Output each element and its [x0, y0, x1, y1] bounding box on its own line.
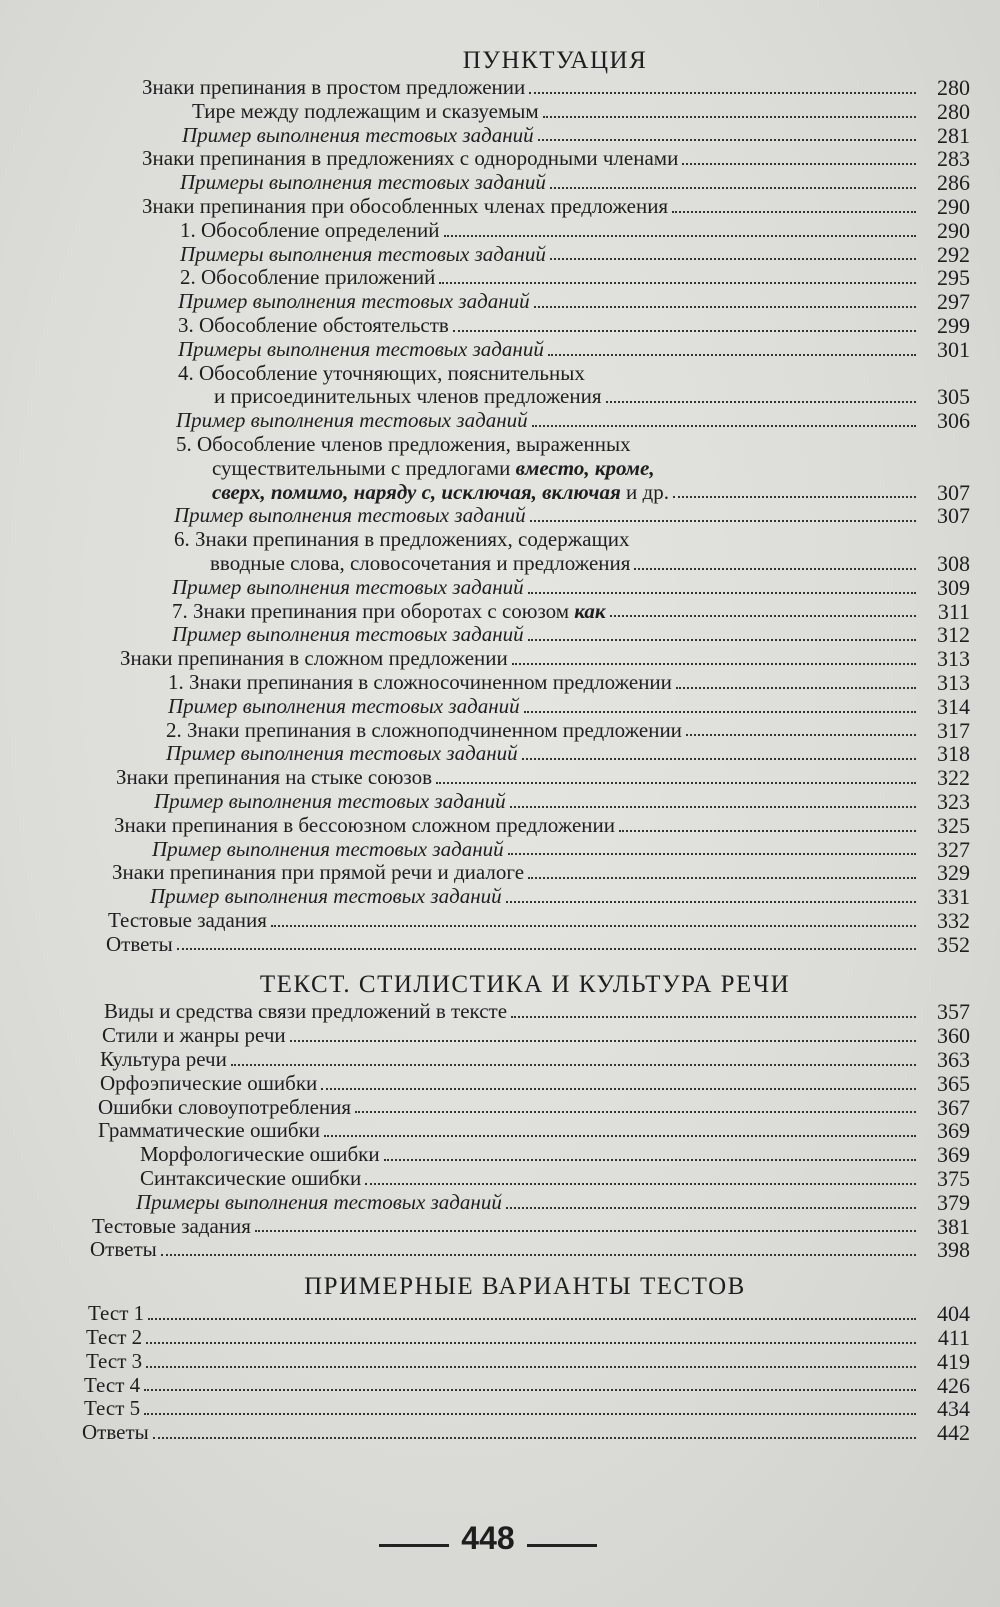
dot-leader [436, 782, 916, 784]
dot-leader [153, 1437, 916, 1439]
toc-entry-text: Тест 4 [84, 1372, 141, 1397]
toc-entry-title [100, 1048, 227, 1072]
dot-leader [255, 1230, 916, 1232]
dot-leader [365, 1183, 916, 1185]
toc-entry-text: Морфологические ошибки [140, 1142, 380, 1167]
toc-entry-title [108, 909, 267, 933]
toc-entry-continuation [176, 457, 669, 481]
toc-entry-text: Знаки препинания при прямой речи и диалоге [112, 860, 525, 885]
toc-entry-text: Ответы [90, 1237, 157, 1262]
toc-entry-text: 7. Знаки препинания при оборотах с союзом [172, 598, 570, 623]
toc-page-number: 398 [937, 1237, 970, 1263]
toc-entry-title [180, 266, 435, 290]
dot-leader [532, 425, 916, 427]
section-title: ПРИМЕРНЫЕ ВАРИАНТЫ ТЕСТОВ [304, 1273, 746, 1301]
toc-entry-title [104, 1000, 507, 1024]
toc-page-number: 318 [937, 741, 970, 767]
toc-entry [80, 933, 970, 957]
toc-entry [80, 647, 970, 671]
toc-entry-text: Ошибки словоупотребления [98, 1094, 352, 1119]
toc-entry-text: 2. Обособление приложений [180, 265, 436, 290]
toc-entry-text: Примеры выполнения тестовых заданий [180, 170, 546, 195]
dot-leader [528, 592, 916, 594]
toc-entry-text: 1. Знаки препинания в сложносочиненном предложении [168, 669, 672, 694]
toc-entry [80, 719, 970, 743]
toc-entry-title [150, 885, 502, 909]
toc-page-number: 331 [937, 884, 970, 910]
dot-leader [528, 877, 916, 879]
toc-entry-title [140, 1167, 361, 1191]
dot-leader [522, 758, 916, 760]
toc-page-number: 301 [937, 336, 970, 362]
toc-entry-text: Стили и жанры речи [102, 1023, 286, 1048]
toc-entry [80, 409, 970, 433]
toc-entry-title [142, 195, 668, 219]
dot-leader [524, 711, 916, 713]
toc-page-number: 442 [937, 1420, 970, 1446]
toc-entry-title [100, 1072, 317, 1096]
toc-entry-text: Пример выполнения тестовых заданий [172, 574, 524, 599]
toc-entry [80, 1048, 970, 1072]
toc-page-number: 295 [937, 265, 970, 291]
toc-entry-title [168, 671, 672, 695]
dot-leader [543, 116, 916, 118]
toc-entry-text: 4. Обособление уточняющих, пояснительных [178, 360, 585, 385]
toc-page-number: 280 [937, 98, 970, 124]
toc-page-number: 322 [937, 765, 970, 791]
toc-page-number: 283 [937, 146, 970, 172]
toc-entry-title [166, 742, 518, 766]
toc-page-number: 292 [937, 241, 970, 267]
toc-entry [80, 814, 970, 838]
toc-page-number: 375 [937, 1166, 970, 1192]
toc-entry-text: Виды и средства связи предложений в тексте [104, 999, 508, 1024]
toc-entry-title [172, 600, 606, 624]
toc-entry-text: Тест 3 [86, 1348, 143, 1373]
toc-page-number: 313 [937, 669, 970, 695]
toc-entry-text: Знаки препинания при обособленных членах предложения [142, 193, 669, 218]
toc-entry-text: Знаки препинания в предложениях с однородными членами [142, 146, 679, 171]
toc-entry-title [180, 219, 440, 243]
toc-entry [80, 623, 970, 647]
toc-entry [80, 600, 970, 624]
toc-entry-text: Пример выполнения тестовых заданий [166, 741, 518, 766]
toc-entry-continuation [178, 385, 602, 409]
toc-entry-title [98, 1096, 351, 1120]
toc-entry-title [106, 933, 173, 957]
toc-entry [80, 838, 970, 862]
toc-page-number: 369 [937, 1118, 970, 1144]
footer-rule-left [379, 1544, 449, 1547]
toc-entry-title [90, 1238, 157, 1262]
toc-entry [80, 243, 970, 267]
dot-leader [511, 1016, 916, 1018]
toc-page-number: 426 [937, 1372, 970, 1398]
toc-entry [80, 1326, 970, 1350]
toc-entry-title [112, 861, 524, 885]
dot-leader [290, 1040, 916, 1042]
toc-page-number: 357 [937, 999, 970, 1025]
toc-page-number: 281 [937, 122, 970, 148]
dot-leader [672, 211, 916, 213]
toc-entry [80, 100, 970, 124]
toc-page-number: 297 [937, 289, 970, 315]
dot-leader [161, 1254, 916, 1256]
dot-leader [530, 520, 916, 522]
toc-entry-continuation-text: вводные слова, словосочетания и предложения [210, 550, 631, 575]
toc-entry-text: Пример выполнения тестовых заданий [174, 503, 526, 528]
toc-page-number: 286 [937, 170, 970, 196]
toc-entry-text: Пример выполнения тестовых заданий [154, 788, 506, 813]
toc-page-number: 363 [937, 1047, 970, 1073]
dot-leader [177, 948, 916, 950]
toc-page-number: 308 [937, 550, 970, 576]
dot-leader [146, 1366, 916, 1368]
toc-page-number: 314 [937, 693, 970, 719]
toc-entry [80, 314, 970, 338]
toc-entry [80, 362, 970, 410]
toc-entry-title [98, 1119, 320, 1143]
toc-page-number: 327 [937, 836, 970, 862]
toc-page-number: 290 [937, 217, 970, 243]
dot-leader [606, 401, 916, 403]
toc-page-number: 309 [937, 574, 970, 600]
toc-entry [80, 861, 970, 885]
toc-entry [80, 147, 970, 171]
dot-leader [534, 306, 916, 308]
toc-entry-text: Примеры выполнения тестовых заданий [136, 1189, 502, 1214]
toc-entry-text: Знаки препинания в сложном предложении [120, 646, 508, 671]
toc-entry-text: 1. Обособление определений [180, 217, 440, 242]
toc-page-number: 365 [937, 1070, 970, 1096]
toc-entry [80, 1238, 970, 1262]
toc-page-number: 307 [937, 503, 970, 529]
toc-page-number: 313 [937, 646, 970, 672]
dot-leader [686, 734, 916, 736]
toc-entry-title [88, 1302, 144, 1326]
toc-entry-title [142, 76, 525, 100]
dot-leader [439, 282, 916, 284]
toc-entry-text: Тестовые задания [92, 1213, 251, 1238]
toc-page-number: 317 [937, 717, 970, 743]
toc-entry-title [178, 314, 449, 338]
toc-page-number: 311 [937, 598, 970, 624]
toc-entry-continuation [176, 481, 669, 505]
toc-entry [80, 790, 970, 814]
toc-entry-title [166, 719, 682, 743]
dot-leader [148, 1318, 916, 1320]
toc-entry-title [178, 362, 602, 410]
toc-entry-text: Пример выполнения тестовых заданий [172, 622, 524, 647]
toc-entry-title [84, 1374, 140, 1398]
toc-entry-title [136, 1191, 502, 1215]
toc-entry-title [116, 766, 432, 790]
toc-entry-title [82, 1421, 149, 1445]
toc-entry [80, 1143, 970, 1167]
toc-entry [80, 290, 970, 314]
toc-entry-continuation [174, 552, 630, 576]
dot-leader [231, 1064, 916, 1066]
toc-entry-title [172, 623, 524, 647]
toc-page-number: 352 [937, 931, 970, 957]
toc-page-number: 307 [937, 479, 970, 505]
dot-leader [512, 663, 916, 665]
toc-entry-title [176, 409, 528, 433]
dot-leader [676, 687, 916, 689]
toc-entry-emphasis: вместо, кроме, [515, 455, 655, 480]
toc-entry-title [92, 1215, 251, 1239]
toc-entry [80, 1167, 970, 1191]
toc-entry-text: Тест 5 [84, 1396, 141, 1421]
toc-entry-text: Ответы [106, 931, 173, 956]
toc-entry-emphasis: как [574, 598, 606, 623]
toc-entry [80, 671, 970, 695]
toc-entry [80, 1350, 970, 1374]
dot-leader [510, 806, 916, 808]
dot-leader [610, 615, 916, 617]
toc-entry [80, 433, 970, 504]
toc-entry-title [180, 171, 546, 195]
toc-entry-text: Примеры выполнения тестовых заданий [178, 336, 544, 361]
dot-leader [146, 1342, 916, 1344]
dot-leader [506, 1207, 916, 1209]
toc-entry-title [142, 147, 678, 171]
toc-entry [80, 528, 970, 576]
dot-leader [682, 163, 916, 165]
toc-entry [80, 1421, 970, 1445]
dot-leader [508, 853, 916, 855]
toc-entry [80, 766, 970, 790]
dot-leader [550, 187, 916, 189]
dot-leader [634, 568, 916, 570]
toc-entry-text: Пример выполнения тестовых заданий [182, 122, 534, 147]
toc-entry-title [182, 124, 534, 148]
toc-entry-tail: и др. [626, 479, 669, 504]
dot-leader [324, 1135, 916, 1137]
toc-entry [80, 1215, 970, 1239]
toc-entry-text: Тире между подлежащим и сказуемым [192, 98, 539, 123]
toc-entry-title [176, 433, 669, 504]
toc-entry-text: Тест 2 [86, 1325, 143, 1350]
toc-page-number: 306 [937, 408, 970, 434]
toc-entry [80, 909, 970, 933]
dot-leader [453, 330, 916, 332]
toc-entry-title [102, 1024, 286, 1048]
toc-entry [80, 219, 970, 243]
page-number: 448 [461, 1520, 515, 1556]
table-of-contents [80, 46, 970, 1445]
toc-entry [80, 1072, 970, 1096]
toc-entry-text: 3. Обособление обстоятельств [178, 312, 449, 337]
page-footer [368, 1520, 608, 1557]
toc-entry [80, 195, 970, 219]
toc-entry [80, 124, 970, 148]
toc-entry-title [114, 814, 615, 838]
toc-page-number: 434 [937, 1396, 970, 1422]
toc-entry-text: Культура речи [100, 1047, 227, 1072]
toc-entry [80, 171, 970, 195]
toc-entry [80, 1024, 970, 1048]
toc-entry [80, 1374, 970, 1398]
toc-entry [80, 1119, 970, 1143]
footer-rule-right [527, 1544, 597, 1547]
toc-entry-title [174, 528, 630, 576]
toc-entry [80, 266, 970, 290]
toc-entry-text: Ответы [82, 1420, 149, 1445]
toc-entry [80, 76, 970, 100]
dot-leader [673, 496, 916, 498]
toc-entry [80, 742, 970, 766]
toc-page-number: 299 [937, 312, 970, 338]
section-title: ПУНКТУАЦИЯ [462, 47, 648, 74]
dot-leader [528, 639, 916, 641]
toc-entry [80, 1302, 970, 1326]
toc-page-number: 329 [937, 860, 970, 886]
toc-entry-text: Пример выполнения тестовых заданий [152, 836, 504, 861]
toc-page-number: 305 [937, 384, 970, 410]
toc-entry-title [192, 100, 539, 124]
toc-entry [80, 1000, 970, 1024]
toc-entry-title [120, 647, 508, 671]
dot-leader [144, 1389, 916, 1391]
toc-entry-text: Примеры выполнения тестовых заданий [180, 241, 546, 266]
toc-entry-continuation-text: и присоединительных членов предложения [214, 384, 602, 409]
toc-entry-title [86, 1350, 142, 1374]
toc-entry [80, 576, 970, 600]
toc-page-number: 419 [937, 1348, 970, 1374]
toc-entry-title [174, 504, 526, 528]
toc-entry-text: Тест 1 [88, 1301, 145, 1326]
toc-page-number: 360 [937, 1023, 970, 1049]
toc-entry-text: Пример выполнения тестовых заданий [168, 693, 520, 718]
toc-entry-emphasis: сверх, помимо, наряду с, исключая, включая [212, 479, 621, 504]
dot-leader [384, 1159, 916, 1161]
toc-page-number: 411 [937, 1325, 970, 1351]
toc-entry-text: Пример выполнения тестовых заданий [178, 289, 530, 314]
toc-entry-text: Орфоэпические ошибки [100, 1070, 318, 1095]
toc-entry-text: Знаки препинания на стыке союзов [116, 765, 433, 790]
toc-entry-title [180, 243, 546, 267]
dot-leader [529, 92, 916, 94]
dot-leader [506, 901, 916, 903]
toc-entry-text: Тестовые задания [108, 907, 267, 932]
dot-leader [144, 1413, 916, 1415]
toc-entry-text: 2. Знаки препинания в сложноподчиненном предложении [166, 717, 682, 742]
toc-entry-text: Знаки препинания в простом предложении [142, 75, 526, 99]
toc-entry-text: Знаки препинания в бессоюзном сложном предложении [114, 812, 616, 837]
toc-page-number: 379 [937, 1189, 970, 1215]
dot-leader [550, 258, 916, 260]
toc-entry-continuation-text: существительными с предлогами [212, 455, 511, 480]
toc-entry [80, 504, 970, 528]
toc-entry-text: Пример выполнения тестовых заданий [150, 884, 502, 909]
toc-entry [80, 338, 970, 362]
toc-page-number: 381 [937, 1213, 970, 1239]
toc-page-number: 290 [937, 193, 970, 219]
toc-page-number: 312 [937, 622, 970, 648]
toc-entry-text: 5. Обособление членов предложения, выраженных [176, 431, 631, 456]
dot-leader [355, 1111, 916, 1113]
toc-entry-text: Синтаксические ошибки [140, 1166, 362, 1191]
dot-leader [444, 235, 916, 237]
toc-entry-title [154, 790, 506, 814]
dot-leader [271, 925, 916, 927]
toc-entry-text: 6. Знаки препинания в предложениях, содержащих [174, 527, 630, 552]
toc-entry [80, 1096, 970, 1120]
toc-entry-title [86, 1326, 142, 1350]
toc-page-number: 280 [937, 75, 970, 100]
toc-page-number: 369 [937, 1142, 970, 1168]
toc-entry-title [178, 338, 544, 362]
toc-page-number: 325 [937, 812, 970, 838]
toc-entry-title [168, 695, 520, 719]
toc-entry-title [140, 1143, 380, 1167]
toc-entry [80, 695, 970, 719]
toc-entry [80, 1397, 970, 1421]
section-title: ТЕКСТ. СТИЛИСТИКА И КУЛЬТУРА РЕЧИ [259, 971, 791, 999]
toc-page-number: 323 [937, 788, 970, 814]
dot-leader [321, 1088, 916, 1090]
toc-entry-title [172, 576, 524, 600]
toc-entry-text: Грамматические ошибки [98, 1118, 321, 1143]
toc-entry-title [84, 1397, 140, 1421]
toc-entry [80, 885, 970, 909]
toc-entry-title [178, 290, 530, 314]
dot-leader [619, 830, 916, 832]
dot-leader [538, 139, 916, 141]
toc-entry [80, 1191, 970, 1215]
dot-leader [548, 354, 916, 356]
toc-page-number: 367 [937, 1094, 970, 1120]
toc-page-number: 332 [937, 907, 970, 933]
toc-entry-text: Пример выполнения тестовых заданий [176, 408, 528, 433]
toc-page-number: 404 [937, 1301, 970, 1327]
toc-entry-title [152, 838, 504, 862]
